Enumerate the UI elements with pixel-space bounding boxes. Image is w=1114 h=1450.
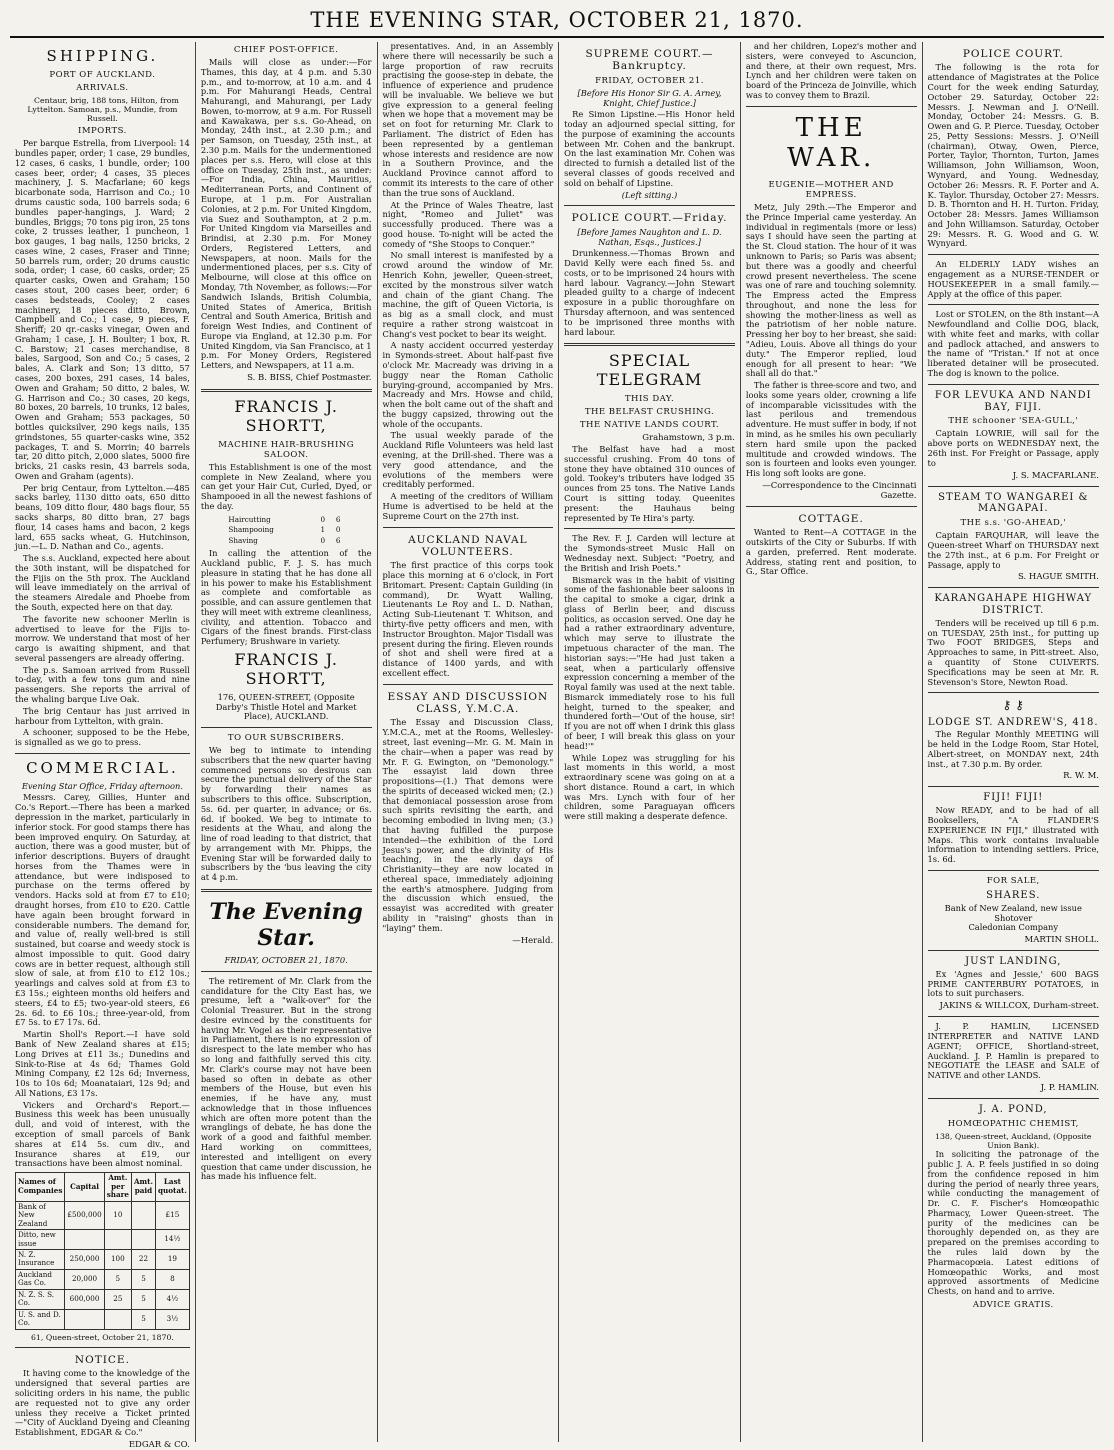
shipping-news-2: The favorite new schooner Merlin is advertised to leave for the Fijis to-morrow. We understand that most of her cargo is awaiting shipment, and that several passengers are already offering. bbox=[15, 613, 190, 663]
table-cell bbox=[131, 1230, 155, 1250]
goahead-heading: THE s.s. 'GO-AHEAD,' bbox=[960, 518, 1067, 529]
table-cell: N. Z. S. S. Co. bbox=[16, 1289, 65, 1309]
table-cell: U. S. and D. Co. bbox=[16, 1309, 65, 1329]
share-table bbox=[15, 1172, 190, 1330]
table-cell: 19 bbox=[155, 1249, 189, 1269]
naval-text: The first practice of this corps took place this morning at 6 o'clock, in Fort Britomart. Present: Captain Guilding (in command), Dr. Wyatt Walling, Lieutenants Le Roy and L. D. Nathan, Acting Sub-Lieutenant T. Whitson, and thirty-five petty officers and men, with Instructor Broughton. Major Tisdall was present during the firing. Eleven rounds of shot and shell were fired at a distance of 1400 yards, and with excellent effect. bbox=[382, 560, 554, 678]
lecture-text: The Rev. F. J. Carden will lecture at the Symonds-street Music Hall on Wednesday next. Subject: "Poetry, and the British and Irish Poets." bbox=[564, 533, 735, 573]
pond-subheading: HOMŒOPATHIC CHEMIST, bbox=[947, 1118, 1079, 1129]
table-cell: £15 bbox=[155, 1201, 189, 1229]
lodge-text: The Regular Monthly MEETING will be held in the Lodge Room, Star Hotel, Albert-street, on MONDAY next, 24th inst., at 7.30 p.m. By order. bbox=[927, 729, 1099, 769]
column-4 bbox=[559, 42, 741, 1442]
price-cell: Shampooing bbox=[228, 525, 274, 535]
dog-ad: Lost or STOLEN, on the 8th instant—A Newfoundland and Collie DOG, black, with white feet and marks, with collar and padlock attached, and answers to the name of "Tristan." If not at once liberated detainer will be prosecuted. The dog is known to the police. bbox=[927, 309, 1099, 379]
price-cell: 6 bbox=[335, 514, 341, 524]
fiji-text: Now READY, and to be had of all Booksellers, "A FLANDER'S EXPERIENCE IN FIJI," illustrated with Maps. This work contains invaluable information to intending settlers. Price, 1s. 6d. bbox=[927, 805, 1099, 865]
shares-signature: MARTIN SHOLL. bbox=[1024, 935, 1099, 946]
lopez-continued: and her children, Lopez's mother and sisters, were conveyed to Ascuncion, and there, at their own request, Mrs. Lynch and her children were taken on board of the Princeza de Joinville, which was to convey them to Brazil. bbox=[745, 41, 917, 100]
supreme-court-text: Re Simon Lipstine.—His Honor held today an adjourned special sitting, for the purpose of examining the accounts between Mr. Cohen and the bankrupt. On the last examination Mr. Cohen was directed to furnish a detailed list of the several classes of goods received and sold on behalf of Lipstine. bbox=[564, 109, 735, 188]
advice-heading: ADVICE GRATIS. bbox=[972, 1299, 1054, 1310]
table-cell: 600,000 bbox=[65, 1289, 104, 1309]
table-cell: 250,000 bbox=[65, 1249, 104, 1269]
column-3 bbox=[378, 42, 560, 1442]
police-court-text: Drunkenness.—Thomas Brown and David Kelly were each fined 5s. and costs, or to be imprisoned 24 hours with hard labour. Vagrancy.—John Stewart pleaded guilty to a charge of indecent exposure in a public thoroughfare on Thursday afternoon, and was sentenced to be imprisoned three months with hard labour. bbox=[564, 248, 735, 337]
shortt-text: This Establishment is one of the most complete in New Zealand, where you can get your Hair Cut, Curled, Dyed, or Shampooed in all the newest fashions of the day. bbox=[200, 461, 372, 511]
lady-ad: An ELDERLY LADY wishes an engagement as a NURSE-TENDER or HOUSEKEEPER in a small family.—Apply at the office of this paper. bbox=[927, 259, 1099, 299]
shortt-subheading: MACHINE HAIR-BRUSHING SALOON. bbox=[218, 439, 355, 460]
essay-heading: ESSAY AND DISCUSSION CLASS, Y.M.C.A. bbox=[387, 690, 549, 715]
essay-text: The Essay and Discussion Class, Y.M.C.A., met at the Rooms, Wellesley-street, last evening—Mr. G. M. Main in the chair—when a paper was read by Mr. F. G. Ewington, on "Demonology." The essayist laid down three propositions—(1.) That demons were the spirits of deceased wicked men; (2.) that demoniacal possession arose from such spirits revisiting the earth, and becoming embodied in living men; (3.) that having fulfilled the purpose intended—the exhibition of the Lord Jesus's power, and the divinity of His teaching, in the early days of Christianity—they are now located in ethereal space, immediately adjoining the earth's atmosphere. Judging from the discussion which ensued, the essayist was accredited with greater ability in "raising" ghosts than in "laying" them. bbox=[382, 717, 554, 933]
war-text: Metz, July 29th.—The Emperor and the Prince Imperial came yesterday. An individual in regimentals (more or less) says I should have seen the parting at the St. Cloud station. The hour of it was unknown to Paris; so Paris was absent; but there was a goodly and cheerful crowd present nevertheless. The scene was one of rare and touching solemnity. The Empress acted the Empress throughout, and none the less for showing the mother-liness as well as the patriotism of her noble nature. Pressing her boy to her breast, she said: "Adieu, Louis. Above all things do your duty." The Emperor replied, loud enough for all present to hear: "We shall all do that." bbox=[745, 202, 917, 379]
table-cell: 8 bbox=[155, 1269, 189, 1289]
supreme-court-heading: SUPREME COURT.—Bankruptcy. bbox=[585, 48, 714, 73]
price-cell: 0 bbox=[320, 514, 326, 524]
arrivals-text: Centaur, brig, 188 tons, Hilton, from Lyttelton. Samoan, p.s., Mundie, from Russell. bbox=[27, 95, 179, 124]
hamlin-signature: J. P. HAMLIN. bbox=[1040, 1082, 1099, 1093]
pond-text: In soliciting the patronage of the public J. A. P. feels justified in so doing from the confidence reposed in him during the period of nearly three years, while conducting the management of Dr. C. F. Fischer's Homœopathic Pharmacy, Lower Queen-street. The purity of the medicines can be thoroughly depended on, as they are prepared on the premises according to the rules laid down by the Pharmacopœia. Latest editions of Homœopathic Works, and most approved assortments of Medicine Chests, on hand and to arrive. bbox=[927, 1149, 1099, 1297]
table-cell: Ditto, new issue bbox=[16, 1230, 65, 1250]
cottage-heading: COTTAGE. bbox=[798, 512, 864, 525]
table-cell: £500,000 bbox=[65, 1201, 104, 1229]
share-table-header: Names of Companies bbox=[16, 1173, 65, 1201]
telegram-belfast: THE BELFAST CRUSHING. bbox=[584, 407, 715, 418]
table-cell: 5 bbox=[131, 1309, 155, 1329]
shares-heading: SHARES. bbox=[986, 889, 1041, 901]
table-cell: Bank of New Zealand bbox=[16, 1201, 65, 1229]
shares-item-2: Shotover bbox=[994, 912, 1033, 923]
subscribers-text: We beg to intimate to intending subscribers that the new quarter having commenced persons so desirous can secure the punctual delivery of the Star by forwarding their names as subscribers to this office. Subscription, 5s. 6d. per quarter, in advance; or 6s. 6d. if booked. We beg to intimate to residents at the Whau, and along the line of road leading to that district, that by arrangement with Mr. Phipps, the Evening Star will be forwarded daily to subscribers by the 'bus leaving the city at 4 p.m. bbox=[200, 745, 372, 883]
table-row bbox=[16, 1230, 190, 1250]
price-row bbox=[226, 525, 345, 535]
table-cell: 25 bbox=[104, 1289, 131, 1309]
table-cell: 10 bbox=[104, 1201, 131, 1229]
supreme-court-date: FRIDAY, OCTOBER 21. bbox=[595, 75, 704, 86]
post-office-signature: S. B. BISS, Chief Postmaster. bbox=[247, 373, 372, 384]
table-cell: 5 bbox=[131, 1289, 155, 1309]
table-cell: 5 bbox=[104, 1269, 131, 1289]
landing-text: Ex 'Agnes and Jessie,' 600 BAGS PRIME CANTERBURY POTATOES, in lots to suit purchasers. bbox=[927, 968, 1099, 999]
naval-heading: AUCKLAND NAVAL VOLUNTEERS. bbox=[408, 533, 528, 558]
commercial-heading: COMMERCIAL. bbox=[26, 758, 179, 777]
commercial-office: Evening Star Office, Friday afternoon. bbox=[21, 780, 183, 791]
shortt-heading: FRANCIS J. SHORTT, bbox=[234, 397, 338, 435]
table-row bbox=[16, 1249, 190, 1269]
commercial-paragraph-1: Messrs. Carey, Gillies, Hunter and Co.'s Report.—There has been a marked depression in the market, particularly in inferior stock. For good stamps there has been improved enquiry. On Saturday, at auction, there was a good muster, but of inferior descriptions. Buyers of draught horses from the Thames were in attendance, but were indisposed to purchase on the terms offered by vendors. Hacks sold at from £7 to £10; draught horses, from £10 to £20. Cattle have again been brought forward in considerable numbers. The demand for, and value of, really well-bred is still sustained, but coarse and weedy stock is almost impossible to quit. Good dairy cows are in better request, although still slow of sale, at from £10 to £12 10s.; yearlings and calves sold at from £3 to £3 15s.; eighteen months old heifers and steers, £4 to £5; two-year-old steers, £6 2s. 6d. to £6 10s.; three-year-old, from £7 5s. to £7 17s. 6d. bbox=[15, 792, 190, 1028]
price-cell: 6 bbox=[335, 535, 341, 545]
port-heading: PORT OF AUCKLAND. bbox=[49, 69, 156, 80]
price-cell: 0 bbox=[320, 535, 326, 545]
forsale-heading: FOR SALE, bbox=[986, 875, 1040, 886]
notice-text: It having come to the knowledge of the undersigned that several parties are soliciting orders in his name, the public are requested not to give any order unless they receive a Ticket printed—"City of Auckland Dyeing and Cleaning Establishment, EDGAR & Co." bbox=[15, 1368, 190, 1438]
goahead-text: Captain FARQUHAR, will leave the Queen-street Wharf on THURSDAY next the 27th inst., at 6 p.m. For Freight or Passage, apply to bbox=[927, 530, 1099, 570]
theatre-news: At the Prince of Wales Theatre, last night, "Romeo and Juliet" was successfully produced. There was a good house. To-night will be acted the comedy of "She Stoops to Conquer." bbox=[382, 199, 554, 249]
table-cell bbox=[131, 1201, 155, 1229]
commercial-address: 61, Queen-street, October 21, 1870. bbox=[30, 1332, 174, 1342]
price-table bbox=[226, 515, 345, 546]
karangahape-heading: KARANGAHAPE HIGHWAY DISTRICT. bbox=[934, 593, 1093, 617]
table-cell bbox=[65, 1230, 104, 1250]
supreme-court-judge: [Before His Honor Sir G. A. Arney, Knight, Chief Justice.] bbox=[577, 87, 722, 108]
local-news-a: No small interest is manifested by a crowd around the window of Mr. Henrich Kohn, jeweller, Queen-street, excited by the monstrous silver watch and chain of the giant Chang. The machine, the gift of Queen Victoria, is as big as a small clock, and must require a rather strong waistcoat in Chang's vest pocket to bear its weight. bbox=[382, 250, 554, 339]
table-row bbox=[16, 1201, 190, 1229]
table-cell: 100 bbox=[104, 1249, 131, 1269]
war-subheading: EUGENIE—MOTHER AND EMPRESS. bbox=[768, 180, 894, 201]
landing-signature: JAKINS & WILLCOX, Durham-street. bbox=[939, 1001, 1099, 1012]
war-text-2: The father is three-score and two, and looks some years older, crowning a life of incomparable vicissitudes with the last perilous and tremendous adventure. He must suffer in body, if not in mind, as he smiles his own peculiarly stern hard smile upon the packed multitude and crowded windows. The son is fourteen and looks even younger. His long soft looks are gone. bbox=[745, 380, 917, 479]
shipping-news-4: The brig Centaur has just arrived in harbour from Lyttelton, with grain. bbox=[15, 705, 190, 726]
shares-item-1: Bank of New Zealand, new issue bbox=[944, 902, 1082, 913]
cottage-text: Wanted to Rent—A COTTAGE in the outskirts of the City or Suburbs. If with a garden, preferred. Rent moderate. Address, stating rent and position, to G., Star Office. bbox=[745, 527, 917, 577]
local-news-b: A nasty accident occurred yesterday in Symonds-street. About half-past five o'clock Mr. Macready was driving in a buggy near the Roman Catholic burying-ground, accompanied by Mrs. Macready and Mrs. Howse and child, when the bolt came out of the shaft and the buggy capsized, throwing out the whole of the occupants. bbox=[382, 340, 554, 429]
police-court-judge: [Before James Naughton and L. D. Nathan, Esqs., Justices.] bbox=[577, 226, 722, 247]
notice-heading: NOTICE. bbox=[74, 1354, 130, 1367]
leader-text: The retirement of Mr. Clark from the candidature for the City East has, we presume, left a "walk-over" for the Colonial Treasurer. But in the strong desire evinced by the constituents for having Mr. Vogel as their representative in Parliament, there is no expression of disrespect to the late member who has so long and faithfully served this city. Mr. Clark's course may not have been based so often in debate as other members of the House, but even his enemies, if he have any, must acknowledge that in those influences which are often more potent than the wranglings of debate, he has done the work of a good and faithful member. Hard working on committees, interested and intelligent on every question that came under discussion, he has made his influence felt. bbox=[200, 975, 372, 1182]
table-cell: 14½ bbox=[155, 1230, 189, 1250]
lopez-text: While Lopez was struggling for his last moments in this world, a most extraordinary scene was going on at a short distance. Round a cart, in which was Mrs. Lynch with four of her children, some Paraguayan officers were still making a desperate defence. bbox=[564, 752, 735, 822]
columns bbox=[10, 41, 1104, 1450]
price-cell: 0 bbox=[335, 525, 341, 535]
table-row bbox=[16, 1269, 190, 1289]
price-cell: Haircutting bbox=[228, 514, 271, 524]
column-5 bbox=[741, 42, 923, 1442]
shares-item-3: Caledonian Company bbox=[968, 922, 1059, 933]
seagull-heading: THE schooner 'SEA-GULL,' bbox=[948, 416, 1079, 427]
shipping-heading: SHIPPING. bbox=[46, 47, 159, 65]
shortt-text-2: In calling the attention of the Auckland public, F. J. S. has much pleasure in stating that he has done all in his power to make his Establishment as complete and comfortable as possible, and can assure gentlemen that they will meet with extreme cleanliness, civility, and attention. Tobacco and Cigars of the finest brands. First-class Perfumery; Brushware in variety. bbox=[200, 548, 372, 647]
share-table-header: Amt. paid bbox=[131, 1173, 155, 1201]
price-row bbox=[226, 515, 345, 525]
paper-title: The Evening Star. bbox=[209, 899, 363, 951]
price-row bbox=[226, 536, 345, 546]
notice-signature: EDGAR & CO. bbox=[128, 1439, 190, 1450]
landing-heading: JUST LANDING, bbox=[965, 956, 1062, 968]
supreme-court-sitting: (Left sitting.) bbox=[621, 189, 678, 200]
subscribers-heading: TO OUR SUBSCRIBERS. bbox=[227, 733, 345, 744]
table-cell: 4½ bbox=[155, 1289, 189, 1309]
imports-text-2: Per brig Centaur, from Lyttelton.—485 sacks barley, 1130 ditto oats, 650 ditto beans, 109 ditto flour, 480 bags flour, 55 sacks sharps, 80 ditto bran, 27 bags flour, 14 cases hams and bacon, 2 kegs lard, 655 sacks wheat, G. Hutchinson, jun.—L. D. Nathan and Co., agents. bbox=[15, 482, 190, 552]
price-cell: 1 bbox=[320, 525, 326, 535]
table-cell: 5 bbox=[131, 1269, 155, 1289]
pond-address: 138, Queen-street, Auckland, (Opposite Union Bank). bbox=[934, 1131, 1092, 1150]
levuka-heading: FOR LEVUKA AND NANDI BAY, FIJI. bbox=[934, 389, 1092, 413]
war-heading: THE WAR. bbox=[787, 112, 876, 174]
police-court-heading: POLICE COURT.—Friday. bbox=[571, 212, 728, 225]
police-rota-heading: POLICE COURT. bbox=[962, 48, 1064, 60]
table-row bbox=[16, 1309, 190, 1329]
telegram-place: Grahamstown, 3 p.m. bbox=[642, 433, 735, 444]
telegram-heading: SPECIAL TELEGRAM bbox=[596, 351, 703, 390]
shipping-news-1: The s.s. Auckland, expected here about the 30th instant, will be dispatched for the Fijis on the 5th prox. The Auckland will leave immediately on the arrival of the steamers Airedale and Phoebe from the South, expected here on that day. bbox=[15, 553, 190, 613]
column-2 bbox=[196, 42, 378, 1442]
shipping-news-3: The p.s. Samoan arrived from Russell to-day, with a few tons gum and nine passengers. She reports the arrival of the whaling barque Live Oak. bbox=[15, 664, 190, 705]
police-rota-text: The following is the rota for attendance of Magistrates at the Police Court for the week ending Saturday, October 29. Saturday, October 22: Messrs. J. Newman and J. O'Neill. Monday, October 24: Messrs. G. B. Owen and G. P. Pierce. Tuesday, October 25, Petty Sessions: Messrs. J. O'Neill (chairman), Otway, Owen, Pierce, Porter, Taylor, Thornton, Turton, James Williamson, John Williamson, Woon, Wynyard, and Young. Wednesday, October 26: Messrs. R. F. Porter and A. K. Taylor. Thursday, October 27: Messrs. D. B. Thornton and H. H. Turton. Friday, October 28: Messrs. James Williamson and John Williamson. Saturday, October 29: Messrs. R. G. Wood and G. W. Wynyard. bbox=[927, 62, 1099, 249]
table-row bbox=[16, 1289, 190, 1309]
shortt-signature: FRANCIS J. SHORTT, bbox=[234, 649, 338, 688]
table-cell bbox=[65, 1309, 104, 1329]
shipping-news-5: A schooner, supposed to be the Hebe, is signalled as we go to press. bbox=[15, 727, 190, 748]
share-table-header: Capital bbox=[65, 1173, 104, 1201]
table-cell: N. Z. Insurance bbox=[16, 1249, 65, 1269]
post-office-text: Mails will close as under:—For Thames, this day, at 4 p.m. and 5.30 p.m., and to-morrow, at 10 a.m. and 4 p.m. For Mahurangi Heads, Central Mahurangi, and Mahurangi, per Lady Bowen, to-morrow, at 9 a.m. For Russell and Kawakawa, per s.s. Go-Ahead, on Monday, 24th inst., at 2.30 p.m.; and per Samson, on Tuesday, 25th inst., at 2.30 p.m. Mails for the undermentioned places per s.s. Hero, will close at this office on Tuesday, 25th inst., as under:—For India, China, Mauritius, Mediterranean Ports, and Continent of Europe, at 1 p.m. For Australian Colonies, at 2 p.m. For United Kingdom, via Suez and Southampton, at 2 p.m. For United Kingdom via Marseilles and Brindisi, at 2.30 p.m. For Money Orders, Registered Letters, and Newspapers, at noon. Mails for the undermentioned places, per s.s. City of Melbourne, will close at this office on Monday, 7th November, as follows:—For Sandwich Islands, British Columbia, United States of America, British Central and South America, British and foreign West Indies, and Continent of Europe via England, at 12.30 p.m. For United Kingdom, via San Francisco, at 1 p.m. For Money Orders, Registered Letters, and Newspapers, at 11 a.m. bbox=[200, 57, 372, 371]
table-cell: Auckland Gas Co. bbox=[16, 1269, 65, 1289]
post-office-heading: CHIEF POST-OFFICE. bbox=[233, 45, 339, 55]
table-cell bbox=[104, 1230, 131, 1250]
commercial-paragraph-3: Vickers and Orchard's Report.—Business this week has been unusually dull, and void of interest, with the exception of small parcels of Bank shares at £14 5s. cum div., and Insurance shares at £19, our transactions have been almost nominal. bbox=[15, 1099, 190, 1169]
column-6 bbox=[923, 42, 1104, 1442]
table-cell: 22 bbox=[131, 1249, 155, 1269]
price-cell: Shaving bbox=[228, 535, 258, 545]
seagull-text: Captain LOWRIE, will sail for the above ports on WEDNESDAY next, the 26th inst. For Freight or Passage, apply to bbox=[927, 428, 1099, 468]
table-cell: 20,000 bbox=[65, 1269, 104, 1289]
table-cell bbox=[104, 1309, 131, 1329]
local-news-d: A meeting of the creditors of William Hume is advertised to be held at the Supreme Court on the 27th inst. bbox=[382, 491, 554, 521]
seagull-signature: J. S. MACFARLANE. bbox=[1012, 470, 1099, 481]
telegram-this-day: THIS DAY. bbox=[624, 394, 675, 405]
lodge-heading: LODGE ST. ANDREW'S, 418. bbox=[927, 716, 1099, 728]
paper-date: FRIDAY, OCTOBER 21, 1870. bbox=[224, 954, 348, 965]
imports-heading: IMPORTS. bbox=[77, 126, 127, 137]
local-news-c: The usual weekly parade of the Auckland Rifle Volunteers was held last evening, at the Drill-shed. There was a very good attendance, and the evolutions of the members were creditably performed. bbox=[382, 430, 554, 490]
war-signature: —Correspondence to the Cincinnati Gazette. bbox=[762, 480, 917, 501]
lodge-signature: R. W. M. bbox=[1063, 771, 1099, 782]
essay-signature: —Herald. bbox=[512, 935, 554, 946]
crossed-keys-icon: ⚷ ⚷ bbox=[1002, 698, 1024, 713]
steam-heading: STEAM TO WANGAREI & MANGAPAI. bbox=[938, 491, 1089, 515]
table-cell: 3½ bbox=[155, 1309, 189, 1329]
column-1 bbox=[10, 42, 196, 1450]
telegram-text: The Belfast have had a most successful crushing. From 40 tons of stone they have obtained 310 ounces of gold. Tookey's tributers have lodged 35 ounces from 25 tons. The Native Lands Court is sitting today. Queenites present: the Hauhaus being represented by Te Hira's party. bbox=[564, 444, 735, 523]
imports-text: Per barque Estrella, from Liverpool: 14 bundles paper, order; 1 case, 29 bundles, 12 cases, 6 casks, 1 bundle, order; 100 cases beer, order; 4 cases, 35 pieces machinery, J. S. Macfarlane; 60 kegs bicarbonate soda, Harrison and Co.; 10 drums caustic soda, 100 barrels soda; 6 bundles paper-hangings, J. Ward; 2 bundles, Briggs; 70 tons pig iron, 25 tons coke, 2 trusses leather, 1 puncheon, 1 box gauges, 1 bag nails, 1250 bricks, 2 cases wine, 2 cases, Fraser and Tinne; 50 barrels rum, order; 20 drums caustic soda, order; 1 case, 60 casks, order; 25 quarter casks, Owen and Graham; 150 cases stout, 200 cases beer, order; 6 cases bedsteads, Cooley; 2 cases machinery, 18 pieces ditto, Brown, Campbell and Co.; 1 case, 9 pieces, F. Sheriff; 20 qr.-casks vinegar, Owen and Graham; 1 case, J. H. Boulter; 1 box, R. C. Barstow; 21 cases merchandise, 8 bales, Sargood, Son and Co.; 5 cases, 2 bales, A. Clark and Son; 13 ditto, 57 cases, 200 boxes, 291 cases, 14 bales, Owen and Graham; 50 ditto, 2 bales, W. G. Harrison and Co.; 30 cases, 20 kegs, 80 boxes, 20 barrels, 10 trunks, 12 bales, Owen and Graham; 553 packages, 50 bottles quicksilver, 290 kegs nails, 135 grindstones, 55 quarter-casks wine, 352 packages, T. and S. Morrin; 40 barrels tar, 20 ditto pitch, 2,000 slates, 5000 fire bricks, 21 casks resin, 43 barrels soda, Owen and Graham (agents). bbox=[15, 138, 190, 481]
leader-continued: presentatives. And, in an Assembly where there will necessarily be such a large proportion of raw recruits practising the goose-step in debate, the influence of experience and prudence will be invaluable. We believe we but give expression to a general feeling when we hope that a movement may be set on foot for returning Mr. Clark to Parliament. The district of Eden has been represented by a gentleman whose interests and residence are now in a Southern Province, and the Auckland Province cannot afford to commit its interests to the care of other than the true sons of Auckland. bbox=[382, 41, 554, 198]
hamlin-text: J. P. HAMLIN, LICENSED INTERPRETER and NATIVE LAND AGENT; OFFICE, Shortland-street, Auckland. J. P. Hamlin is prepared to NEGOTIATE the LEASE and SALE of NATIVE and other LANDS. bbox=[927, 1021, 1099, 1081]
tenders-text: Tenders will be received up till 6 p.m. on TUESDAY, 25th inst., for putting up Two FOOT BRIDGES, Steps and Approaches to same, in Pitt-street. Also, a quantity of Stone CULVERTS. Specifications may be seen at Mr. R. Stevenson's Store, Newton Road. bbox=[927, 617, 1099, 687]
commercial-paragraph-2: Martin Sholl's Report.—I have sold Bank of New Zealand shares at £15; Long Drives at £11 3s.; Dunedins and Sink-to-Rise at 4s 6d; Thames Gold Mining Company, £2 12s 6d; Inverness, 10s to 10s 6d; Moanataiari, 12s 9d; and All Nations, £3 17s. bbox=[15, 1029, 190, 1098]
fiji-heading: FIJI! FIJI! bbox=[983, 792, 1044, 804]
goahead-signature: S. HAGUE SMITH. bbox=[1017, 572, 1099, 583]
masthead: THE EVENING STAR, OCTOBER 21, 1870. bbox=[10, 8, 1104, 38]
share-table-header: Last quotat. bbox=[155, 1173, 189, 1201]
shortt-address: 176, QUEEN-STREET, (Opposite Darby's Thistle Hotel and Market Place), AUCKLAND. bbox=[215, 691, 357, 722]
pond-heading: J. A. POND, bbox=[978, 1103, 1048, 1115]
share-table-header: Amt. per share bbox=[104, 1173, 131, 1201]
arrivals-heading: ARRIVALS. bbox=[76, 82, 129, 93]
telegram-native: THE NATIVE LANDS COURT. bbox=[579, 420, 720, 431]
bismarck-text: Bismarck was in the habit of visiting some of the fashionable beer saloons in the capital to smoke a cigar, drink a glass of Berlin beer, and discuss politics, as occasion served. One day he had a rather extraordinary adventure, which may serve to illustrate the impetuous character of the man. The historian says:—"He had just taken a seat, when a particularly offensive expression concerning a member of the Royal family was used at the next table. Bismarck immediately rose to his full height, turned to the speaker, and thundered forth—'Out of the house, sir! If you are not off when I drink this glass of beer, I will break this glass on your head!'" bbox=[564, 574, 735, 751]
